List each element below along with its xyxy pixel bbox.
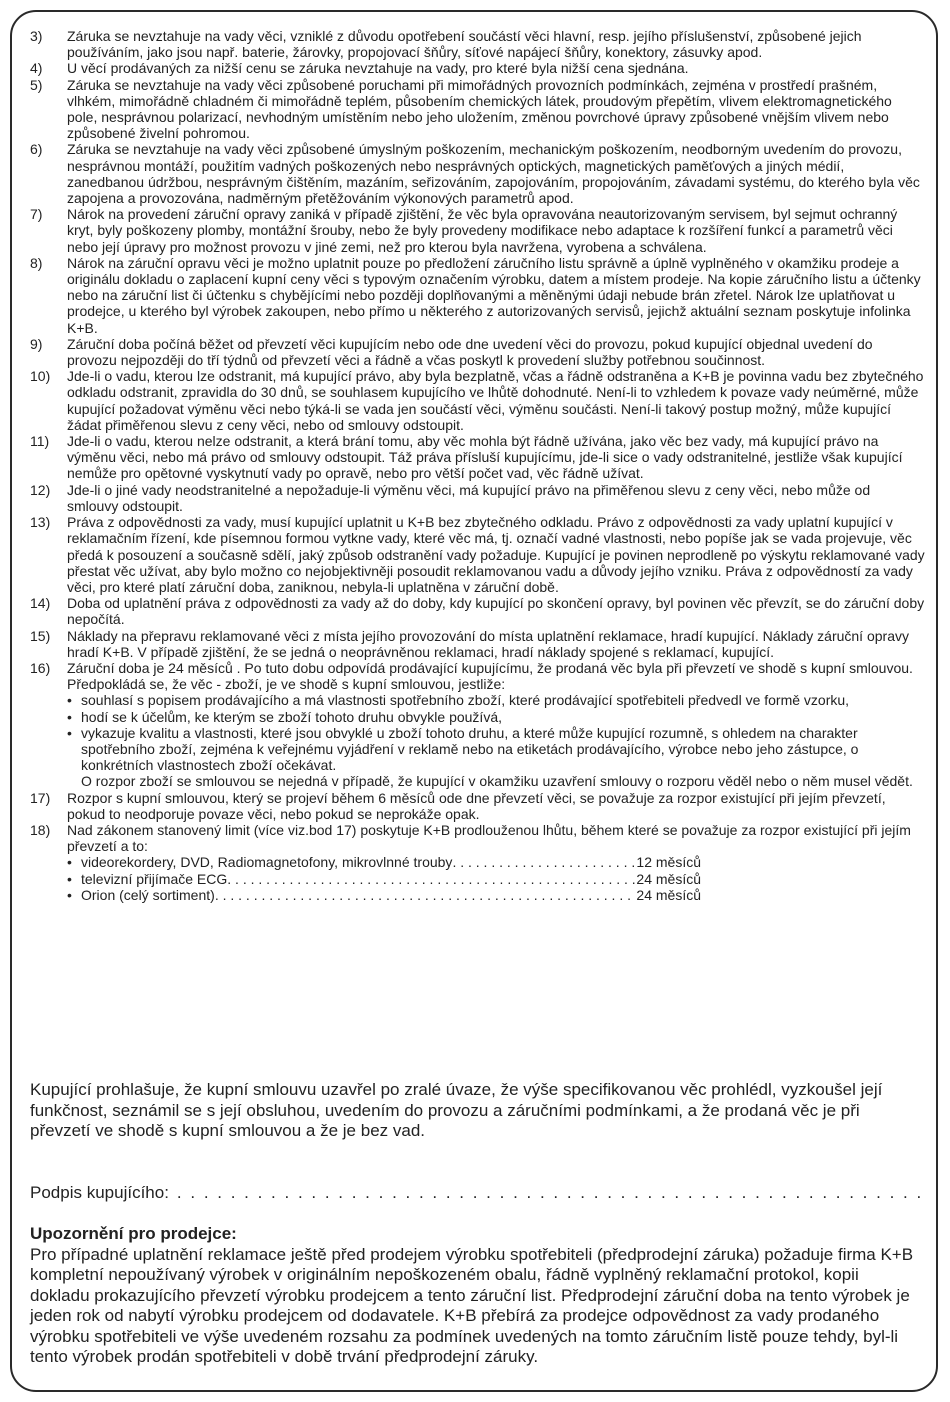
dot-leader [452,854,636,870]
list-item-text: souhlasí s popisem prodávajícího a má vlastnosti spotřebního zboží, které prodávající spotřebiteli předvedl ve formě vzorku, [81,692,850,709]
list-item [67,887,925,903]
term-item [30,660,925,790]
product-category: televizní přijímače ECG [81,870,228,887]
price-row [81,887,701,903]
term-body [67,660,925,790]
term-item [30,255,925,336]
term-text: Náklady na přepravu reklamované věci z místa jejího provozování do místa uplatnění reklamace, hradí kupující. Náklady záruční opravy hradí K+B. V případě zjištění, že se jedná o neoprávněnou reklamaci, hradí náklady spojené s reklamací, kupující. [67,627,909,660]
price-row [81,871,701,887]
signature-label: Podpis kupujícího: [30,1183,169,1202]
term-text: Záruka se nevztahuje na vady věci, vzniklé z důvodu opotřebení součástí věci hlavní, resp. jejího příslušenství, způsobené jejich používáním, jako jsou např. baterie, žárovky, propojovací šňůry, síťové napájecí šňůry, konektory, zásuvky apod. [67,28,862,61]
price-row [81,854,701,870]
term-item [30,514,925,595]
bullet-icon: • [67,692,72,709]
term-item [30,28,925,60]
term-item [30,595,925,627]
list-item-text: vykazuje kvalitu a vlastnosti, které jsou obvyklé u zboží tohoto druhu, a které může kupující rozumně, s ohledem na charakter spotřebního zboží, zejména k veřejnému vyjádření v reklamě nebo na etiketách prodávajícího, výrobce nebo jeho zástupce, o konkrétních vlastnostech zboží očekávat. [81,724,859,774]
term-item [30,336,925,368]
term-number: 4) [30,60,43,77]
bullet-icon: • [67,870,72,887]
term-body [67,822,925,903]
list-item [67,854,925,870]
term-number: 7) [30,206,43,223]
term-text: Doba od uplatnění práva z odpovědnosti za vady až do doby, kdy kupující po skončení opravy, byl povinen věc převzít, se do záruční doby nepočítá. [67,595,925,628]
conformity-list [67,692,925,773]
term-text: Záruční doba je 24 měsíců . Po tuto dobu odpovídá prodávající kupujícímu, že prodaná věc byla při převzetí ve shodě s kupní smlouvou. Předpokládá se, že věc - zboží, je ve shodě s kupní smlouvou, jestliže: [67,659,913,693]
term-item [30,822,925,903]
term-text: U věcí prodávaných za nižší cenu se záruka nevztahuje na vady, pro které byla nižší cena sjednána. [67,60,689,77]
product-category: videorekordery, DVD, Radiomagnetofony, mikrovlnné trouby [81,854,453,871]
term-text: Jde-li o jiné vady neodstranitelné a nepožaduje-li výměnu věci, má kupující právo na přiměřenou slevu z ceny věci, nebo může od smlouvy odstoupit. [67,481,871,514]
term-number: 12) [30,481,51,498]
list-item [67,725,925,774]
term-text: Jde-li o vadu, kterou nelze odstranit, a která brání tomu, aby věc mohla být řádně užívána, jako věc bez vady, má kupující právo na výměnu věci, nebo má právo od smlouvy odstoupit. Táž práva přísluší kupujícímu, jde-li sice o vady odstranitelné, jestliže však kupující nemůže pro opětovné vyskytnutí vady po opravě, nebo pro větší počet vad, věc řádně užívat. [67,433,903,482]
term-number: 14) [30,595,51,612]
bullet-icon: • [67,708,72,725]
warranty-period: 24 měsíců [636,870,701,887]
term-item [30,60,925,76]
list-item [67,709,925,725]
buyer-declaration: Kupující prohlašuje, že kupní smlouvu uzavřel po zralé úvaze, že výše specifikovanou věc prohlédl, vyzkoušel její funkčnost, seznámil se s její obsluhou, uvedením do provozu a záručními podmínkami, a že prodaná věc je při převzetí ve shodě s kupní smlouvou a že je bez vad. [30,1080,883,1140]
term-text: Práva z odpovědnosti za vady, musí kupující uplatnit u K+B bez zbytečného odkladu. Právo z odpovědnosti za vady uplatní kupující v reklamačním řízení, kde písemnou formou vytkne vady, které věc má, tj. označí vadné vlastnosti, nebo popíše jak se vada projevuje, věc předá k posouzení a současně sdělí, jaký způsob odstranění vady požaduje. Kupující je povinen neprodleně po výskytu reklamované vady přestat věc užívat, aby bylo možno co nejobjektivněji posoudit reklamovanou vadu a důvody jejího vzniku. Práva z odpovědností za vady věci, pro které platí záruční doba, zaniknou, nebyla-li uplatněna v záruční době. [67,514,925,595]
term-text: Nad zákonem stanovený limit (více viz.bod 17) poskytuje K+B prodlouženou lhůtu, během které se považuje za rozpor existující při jejím převzetí a to: [67,821,911,855]
term-text: Nárok na záruční opravu věci je možno uplatnit pouze po předložení záručního listu správně a úplně vyplněného v okamžiku prodeje a originálu dokladu o zaplacení kupní ceny věci s typovým označením výrobku, datem a místem prodeje. Na kopie záručního listu a účtenky nebo na záruční list či účtenku s chybějícími nebo později doplňovanými a měněnými údaji nebude brán zřetel. Nárok lze uplatňovat u prodejce, u kterého byl výrobek zakoupen, nebo přímo u některého z autorizovaných servisů, jejichž aktuální seznam poskytuje infolinka K+B. [67,254,921,336]
warranty-period: 12 měsíců [636,854,701,871]
term-item [30,628,925,660]
bullet-icon: • [67,886,72,903]
warranty-period: 24 měsíců [636,886,701,903]
term-number: 9) [30,335,43,352]
term-number: 18) [30,821,51,838]
term-text: Nárok na provedení záruční opravy zaniká v případě zjištění, že věc byla opravována neautorizovaným servisem, byl sejmut ochranný kryt, byly poškozeny plomby, montážní šrouby, nebo že byly provedeny modifikace nebo adaptace k rozšíření funkcí a parametrů věci nebo její úpravy pro možnost provozu v jiné zemi, než pro kterou byla navržena, vyrobena a schválena. [67,206,898,255]
product-category: Orion (celý sortiment) [81,886,215,903]
term-item [30,433,925,482]
term-number: 6) [30,141,43,158]
extended-warranty-list [67,854,925,903]
notice-text: Pro případné uplatnění reklamace ještě před prodejem výrobku spotřebiteli (předprodejní záruka) požaduje firma K+B kompletní nepoužívaný výrobek v originálním nepoškozeném obalu, řádně vyplněný reklamační protokol, kopii dokladu prokazujícího převzetí výrobku prodejcem a tento záruční list. Předprodejní záruční doba na tento výrobek je jeden rok od nabytí výrobku prodejcem od dodavatele. K+B přebírá za prodejce odpovědnost za vady prodaného výrobku spotřebiteli ve výše uvedeném rozsahu za podmínek uvedených na tomto záručním listě pouze tehdy, byl-li tento výrobek prodán spotřebiteli v době trvání předprodejní záruky. [30,1244,914,1366]
term-item [30,141,925,206]
term-text: Záruka se nevztahuje na vady věci způsobené úmyslným poškozením, mechanickým poškozením, neodborným uvedením do provozu, nesprávnou montáží, použitím vadných poškozených nebo nesprávných optických, magnetických paměťových a jiných médií, zanedbanou údržbou, nesprávným čištěním, mazáním, seřizováním, zapojováním, propojováním, závadami systému, do kterého byla věc zapojena a provozována, nadměrným přetěžováním výkonových parametrů apod. [67,141,920,207]
term-number: 5) [30,76,43,93]
term-number: 16) [30,659,51,676]
term-number: 11) [30,433,50,450]
term-text: Rozpor s kupní smlouvou, který se projeví během 6 měsíců ode dne převzetí věci, se považuje za rozpor existující při jejím převzetí, pokud to neodporuje povaze věci, nebo pokud se neprokáže opak. [67,789,886,822]
term-item [30,482,925,514]
term-item [30,368,925,433]
term-number: 10) [30,368,51,385]
term-item [30,790,925,822]
list-item-text: hodí se k účelům, ke kterým se zboží tohoto druhu obvykle používá, [81,708,502,725]
signature-line [30,1183,920,1203]
signature-field[interactable] [177,1183,920,1203]
dot-leader [227,871,636,887]
term-item [30,206,925,255]
dot-leader [215,887,637,903]
bullet-icon: • [67,724,72,741]
term-number: 13) [30,514,51,531]
warranty-terms [30,28,925,903]
term-number: 17) [30,789,51,806]
seller-notice [30,1224,920,1368]
notice-title: Upozornění pro prodejce: [30,1224,237,1243]
list-item [67,871,925,887]
list-item [67,692,925,708]
bullet-icon: • [67,854,72,871]
term-text: Jde-li o vadu, kterou lze odstranit, má kupující právo, aby byla bezplatně, včas a řádně odstraněna a K+B je povinna vadu bez zbytečného odkladu odstranit, zpravidla do 30 dnů, se souhlasem kupujícího ve lhůtě dohodnuté. Není-li to vzhledem k povaze vady neúměrné, může kupující požadovat výměnu věci nebo týká-li se vada jen součástí věci, výměnu součásti. Není-li takový postup možný, může kupující žádat přiměřenou slevu z ceny věci, nebo od smlouvy odstoupit. [67,368,924,433]
term-number: 15) [30,627,51,644]
term-text: Záruční doba počíná běžet od převzetí věci kupujícím nebo ode dne uvedení věci do provozu, pokud kupující objednal uvedení do provozu nejpozději do tří týdnů od převzetí věci a řádně a včas poskytl k provedení služby potřebnou součinnost. [67,335,873,369]
term-text: Záruka se nevztahuje na vady věci způsobené poruchami při mimořádných provozních podmínkách, zejména v prostředí prašném, vlhkém, mimořádně chladném či mimořádně teplém, působením chemických látek, proudovým přepětím, vlivem elektromagnetického pole, nesprávnou polarizací, nevhodným umístěním nebo jeho uložením, změnou povrchové úpravy způsobené vnějším vlivem nebo způsobené živelní pohromou. [67,76,892,142]
term-number: 3) [30,28,43,44]
term-item [30,77,925,142]
conformity-note: O rozpor zboží se smlouvou se nejedná v případě, že kupující v okamžiku uzavření smlouvy o rozporu věděl nebo o něm musel vědět. [81,773,913,790]
term-number: 8) [30,254,43,271]
